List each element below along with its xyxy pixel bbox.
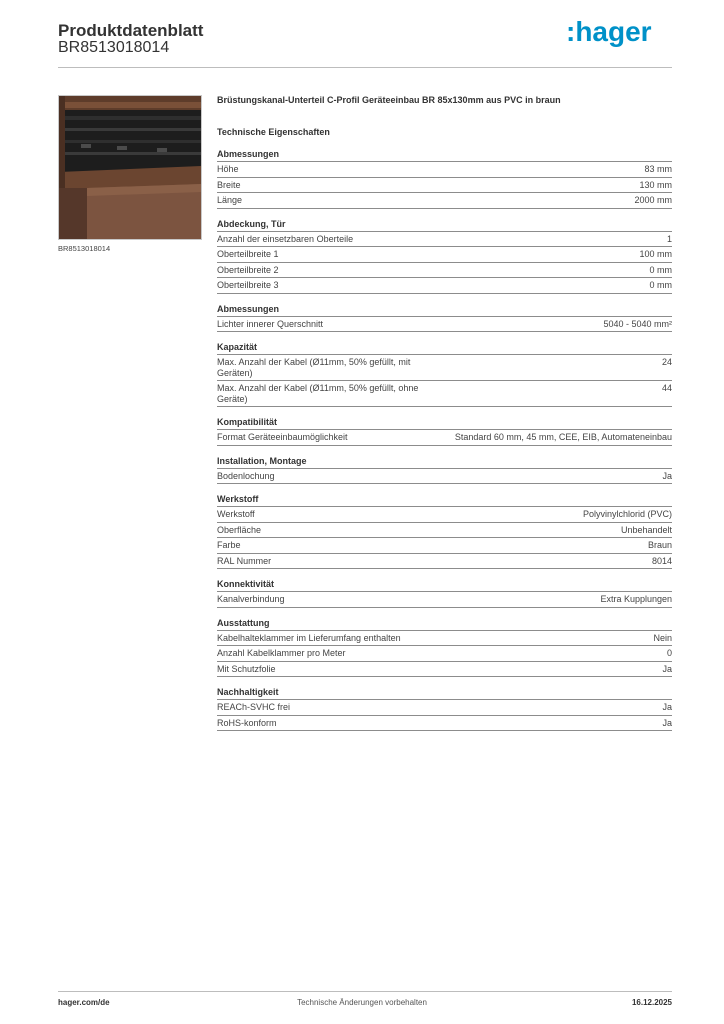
- property-value: Ja: [662, 663, 672, 674]
- property-value: Ja: [662, 702, 672, 712]
- property-label: Max. Anzahl der Kabel (Ø11mm, 50% gefüllt, ohne Geräte): [217, 383, 419, 404]
- property-value: 130 mm: [639, 179, 672, 190]
- property-label: Max. Anzahl der Kabel (Ø11mm, 50% gefüllt, mit Geräten): [217, 357, 411, 378]
- section-title: Installation, Montage: [217, 456, 672, 469]
- property-value: Standard 60 mm, 45 mm, CEE, EIB, Automateneinbau: [454, 432, 672, 442]
- property-row: [217, 178, 672, 194]
- footer-note: Technische Änderungen vorbehalten: [297, 998, 427, 1007]
- property-value: Ja: [662, 470, 672, 481]
- property-value: 44: [661, 383, 672, 393]
- property-section: [217, 687, 672, 731]
- property-label: Lichter innerer Querschnitt: [217, 318, 324, 329]
- property-label: Höhe: [217, 164, 239, 174]
- property-section: [217, 494, 672, 569]
- property-label: Kanalverbindung: [217, 594, 285, 604]
- property-row: [217, 232, 672, 248]
- section-title: Abmessungen: [217, 304, 672, 317]
- footer-divider: [58, 991, 672, 992]
- property-row: [217, 538, 672, 554]
- property-value: Polyvinylchlorid (PVC): [582, 509, 672, 519]
- property-value: 5040 - 5040 mm²: [603, 318, 672, 329]
- property-section: [217, 342, 672, 407]
- property-label: Länge: [217, 195, 243, 205]
- section-title: Kompatibilität: [217, 417, 672, 430]
- property-section: [217, 456, 672, 485]
- property-row: [217, 631, 672, 647]
- image-caption: BR8513018014: [58, 244, 111, 253]
- property-row: [217, 355, 672, 381]
- section-title: Konnektivität: [217, 579, 672, 592]
- property-value: 24: [661, 357, 672, 367]
- property-row: [217, 507, 672, 523]
- property-label: Oberteilbreite 1: [217, 249, 279, 259]
- product-title: Brüstungskanal-Unterteil C-Profil Geräteeinbau BR 85x130mm aus PVC in braun: [217, 95, 561, 105]
- property-label: Farbe: [217, 540, 241, 550]
- property-row: [217, 278, 672, 294]
- property-value: Extra Kupplungen: [600, 594, 672, 604]
- property-row: [217, 716, 672, 732]
- property-label: Format Geräteeinbaumöglichkeit: [217, 432, 348, 442]
- property-row: [217, 662, 672, 678]
- property-section: [217, 304, 672, 333]
- property-label: RoHS-konform: [217, 717, 277, 728]
- property-value: 1: [666, 233, 672, 244]
- property-value: 100 mm: [639, 249, 672, 259]
- section-title: Ausstattung: [217, 618, 672, 631]
- property-label: Breite: [217, 179, 241, 190]
- property-label: Werkstoff: [217, 509, 255, 519]
- property-value: 0 mm: [649, 264, 672, 275]
- property-value: Ja: [662, 717, 672, 728]
- section-title: Abmessungen: [217, 149, 672, 162]
- property-label: Oberteilbreite 3: [217, 280, 279, 290]
- property-row: [217, 700, 672, 716]
- header-divider: [58, 67, 672, 68]
- property-section: [217, 618, 672, 678]
- technical-properties-heading: Technische Eigenschaften: [217, 127, 330, 137]
- property-section: [217, 219, 672, 294]
- footer-date: 16.12.2025: [631, 998, 672, 1007]
- property-row: [217, 523, 672, 539]
- property-value: 8014: [651, 555, 672, 566]
- property-section: [217, 417, 672, 446]
- property-label: Anzahl Kabelklammer pro Meter: [217, 648, 346, 658]
- property-label: Kabelhalteklammer im Lieferumfang enthalten: [217, 632, 401, 643]
- property-row: [217, 430, 672, 446]
- section-title: Kapazität: [217, 342, 672, 355]
- property-value: 0: [666, 648, 672, 658]
- property-section: [217, 579, 672, 608]
- page-title: Produktdatenblatt: [58, 21, 204, 40]
- hager-logo: [566, 14, 658, 50]
- svg-text::hager: :hager: [566, 16, 652, 47]
- property-row: [217, 162, 672, 178]
- cable-duct-illustration: [59, 96, 201, 239]
- property-value: Braun: [647, 540, 672, 550]
- property-sections: [217, 149, 672, 731]
- section-title: Nachhaltigkeit: [217, 687, 672, 700]
- property-section: [217, 149, 672, 209]
- property-value: 0 mm: [649, 280, 672, 290]
- property-row: [217, 263, 672, 279]
- property-row: [217, 193, 672, 209]
- section-title: Werkstoff: [217, 494, 672, 507]
- property-row: [217, 469, 672, 485]
- property-label: Anzahl der einsetzbaren Oberteile: [217, 233, 354, 244]
- property-label: Oberfläche: [217, 524, 262, 535]
- property-row: [217, 381, 672, 407]
- product-code: BR8513018014: [58, 39, 170, 56]
- property-label: REACh-SVHC frei: [217, 702, 291, 712]
- property-row: [217, 317, 672, 333]
- property-row: [217, 247, 672, 263]
- property-label: Bodenlochung: [217, 470, 275, 481]
- property-label: Oberteilbreite 2: [217, 264, 279, 275]
- property-value: 2000 mm: [634, 195, 672, 205]
- footer-website: hager.com/de: [58, 998, 110, 1007]
- property-value: Unbehandelt: [620, 524, 672, 535]
- product-image: [58, 95, 202, 240]
- property-value: Nein: [653, 632, 672, 643]
- section-title: Abdeckung, Tür: [217, 219, 672, 232]
- property-label: Mit Schutzfolie: [217, 663, 276, 674]
- property-value: 83 mm: [644, 164, 672, 174]
- property-label: RAL Nummer: [217, 555, 272, 566]
- property-row: [217, 646, 672, 662]
- property-row: [217, 554, 672, 570]
- property-row: [217, 592, 672, 608]
- content-column: [217, 95, 672, 741]
